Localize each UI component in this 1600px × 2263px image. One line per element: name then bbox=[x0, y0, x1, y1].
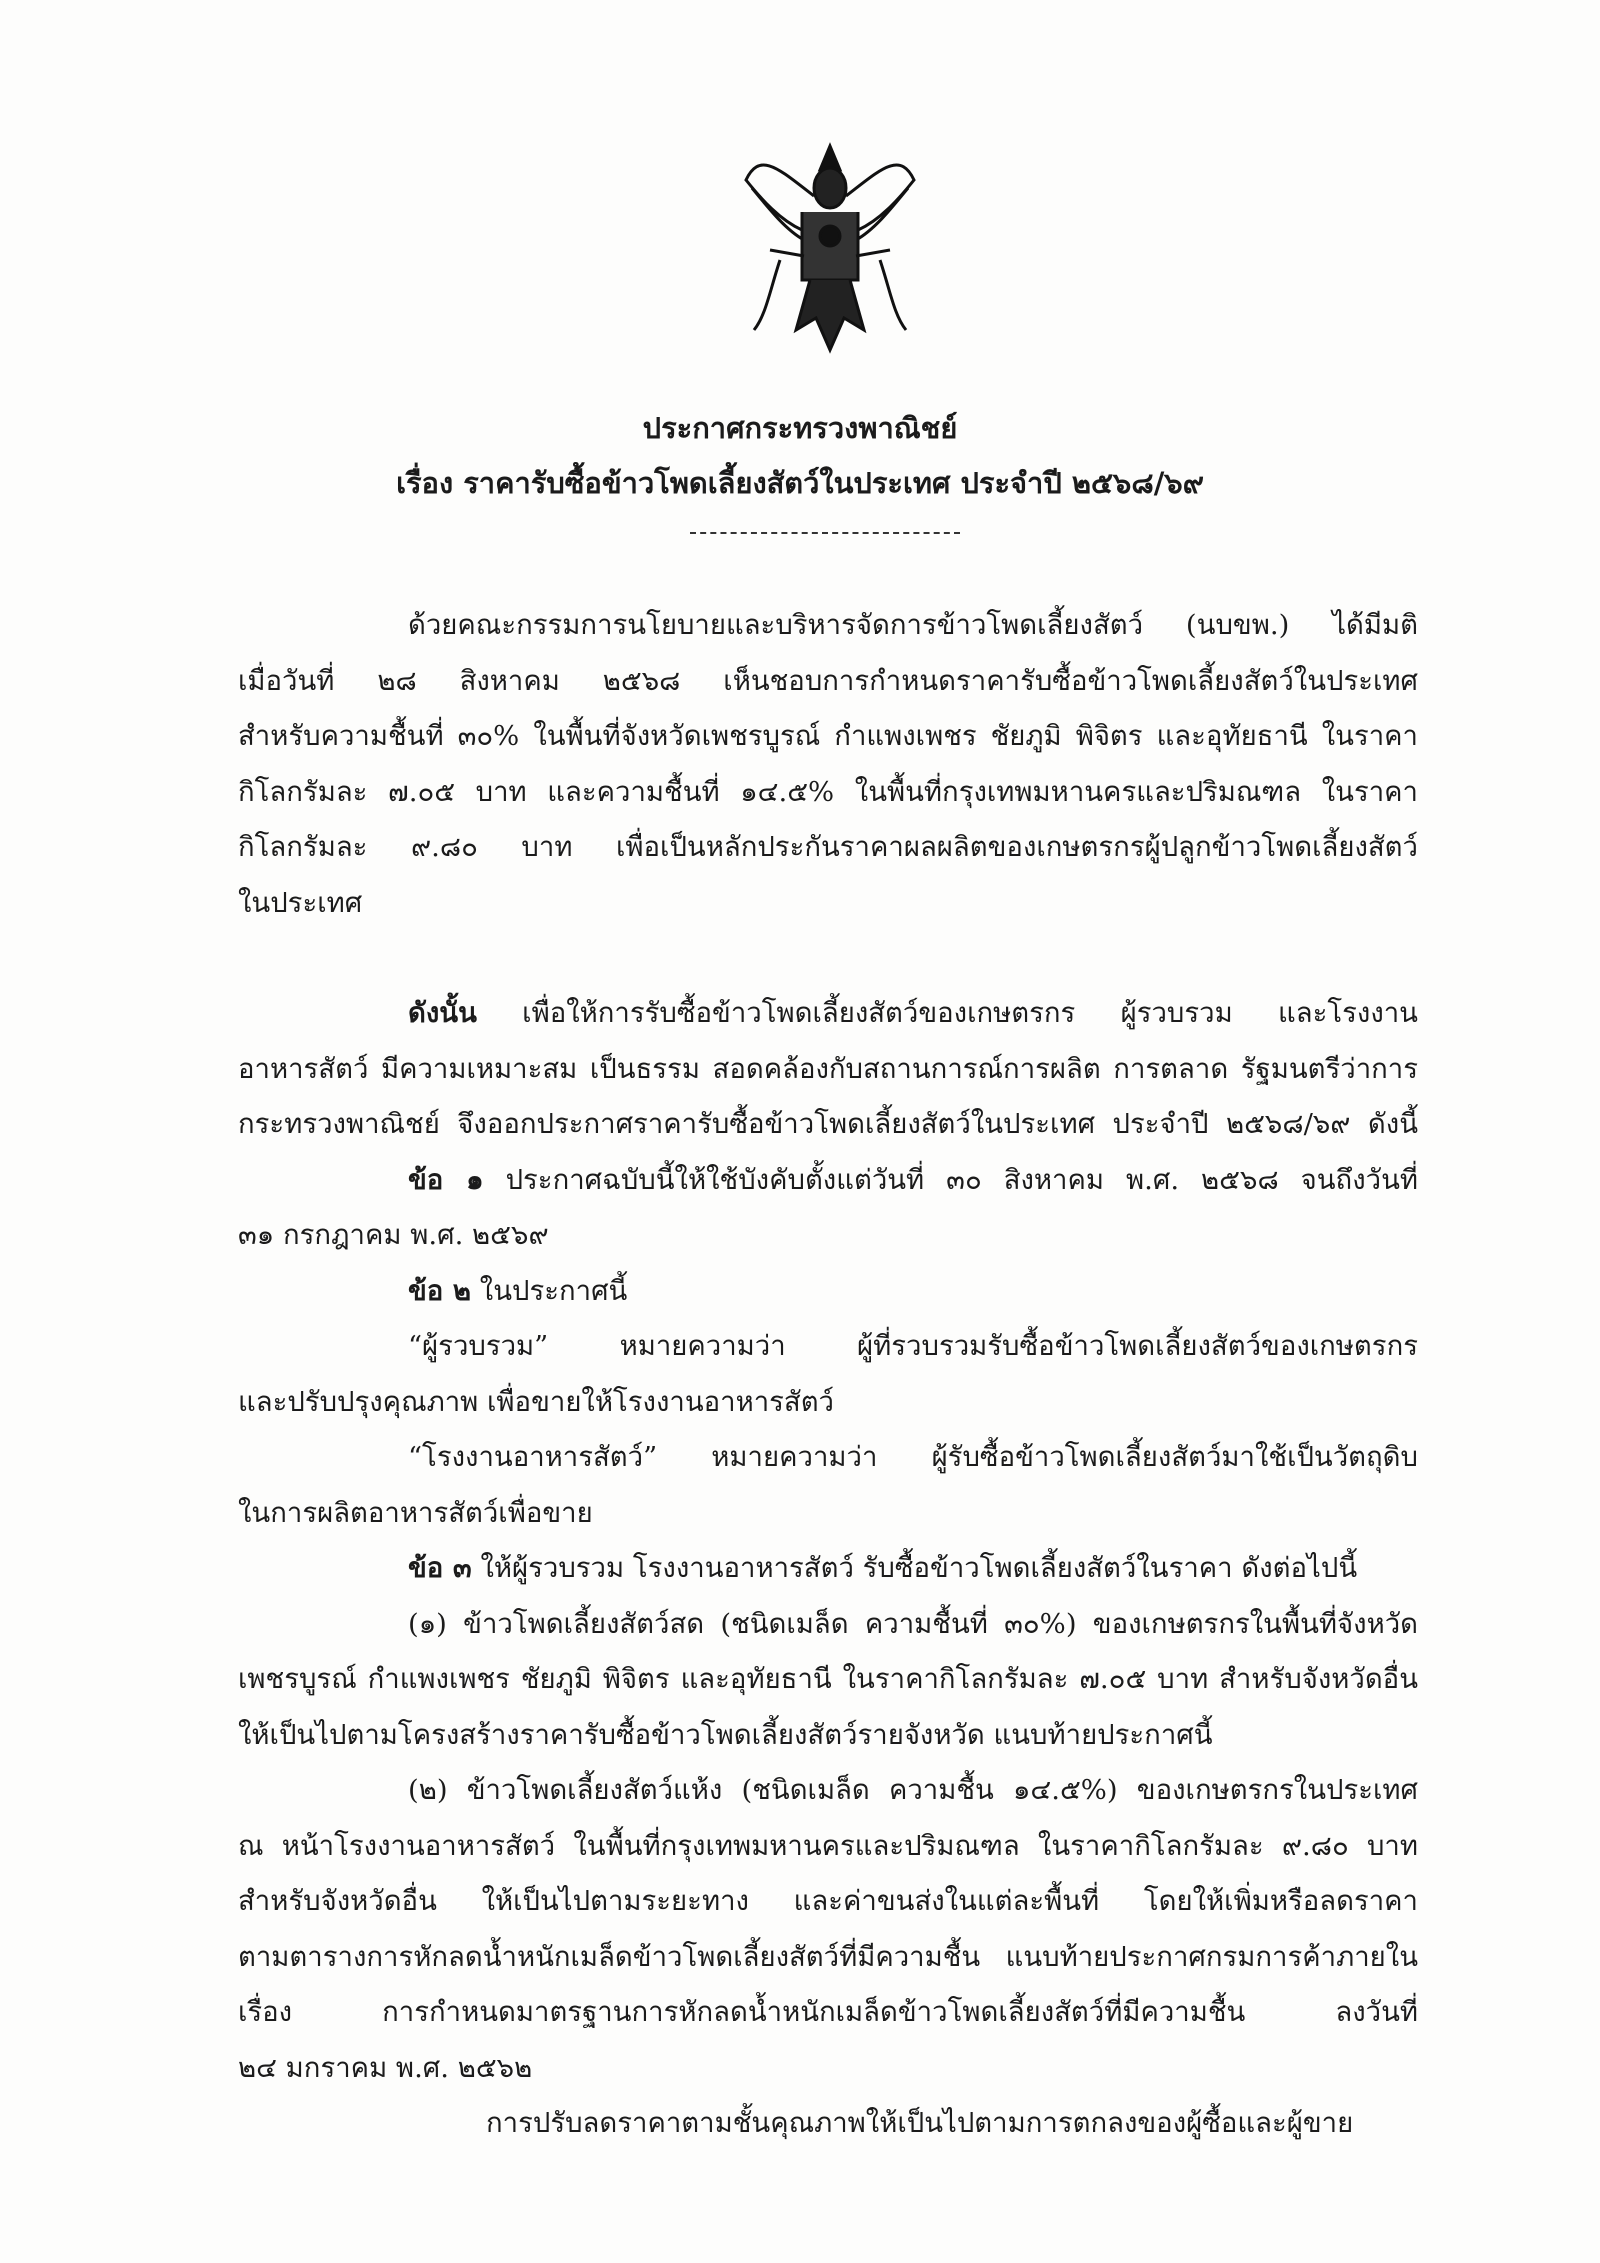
clause-3-item-1-line: เพชรบูรณ์ กำแพงเพชร ชัยภูมิ พิจิตร และอุทัยธานี ในราคากิโลกรัมละ ๗.๐๕ บาท สำหรับจังหวัดอื่น bbox=[238, 1663, 1418, 1695]
definition-feed-mill-cont: ในการผลิตอาหารสัตว์เพื่อขาย bbox=[238, 1496, 593, 1529]
clause-3-item-2-line: เรื่อง การกำหนดมาตรฐานการหักลดน้ำหนักเมล็ดข้าวโพดเลี้ยงสัตว์ที่มีความชื้น ลงวันที่ bbox=[238, 1996, 1418, 2028]
definition-collector: “ผู้รวบรวม” หมายความว่า ผู้ที่รวบรวมรับซื้อข้าวโพดเลี้ยงสัตว์ของเกษตรกร bbox=[408, 1330, 1418, 1362]
preamble-line: ด้วยคณะกรรมการนโยบายและบริหารจัดการข้าวโพดเลี้ยงสัตว์ (นบขพ.) ได้มีมติ bbox=[408, 609, 1418, 641]
therefore-lead: ดังนั้น bbox=[408, 997, 477, 1029]
clause-3-text: ให้ผู้รวบรวม โรงงานอาหารสัตว์ รับซื้อข้าวโพดเลี้ยงสัตว์ในราคา ดังต่อไปนี้ bbox=[471, 1552, 1358, 1584]
preamble-line: เมื่อวันที่ ๒๘ สิงหาคม ๒๕๖๘ เห็นชอบการกำหนดราคารับซื้อข้าวโพดเลี้ยงสัตว์ในประเทศ bbox=[238, 664, 1418, 697]
preamble-line: ในประเทศ bbox=[238, 886, 363, 919]
preamble-line: กิโลกรัมละ ๗.๐๕ บาท และความชื้นที่ ๑๔.๕% ในพื้นที่กรุงเทพมหานครและปริมณฑล ในราคา bbox=[238, 775, 1418, 808]
preamble-line: กิโลกรัมละ ๙.๘๐ บาท เพื่อเป็นหลักประกันราคาผลผลิตของเกษตรกรผู้ปลูกข้าวโพดเลี้ยงสัตว์ bbox=[238, 831, 1418, 863]
garuda-emblem bbox=[740, 140, 920, 355]
clause-2 bbox=[238, 1264, 1418, 1320]
clause-1 bbox=[238, 1153, 1418, 1209]
definition-collector-cont: และปรับปรุงคุณภาพ เพื่อขายให้โรงงานอาหารสัตว์ bbox=[238, 1385, 835, 1418]
therefore-line: อาหารสัตว์ มีความเหมาะสม เป็นธรรม สอดคล้องกับสถานการณ์การผลิต การตลาด รัฐมนตรีว่าการ bbox=[238, 1052, 1418, 1085]
clause-3-item-1-line: ให้เป็นไปตามโครงสร้างราคารับซื้อข้าวโพดเลี้ยงสัตว์รายจังหวัด แนบท้ายประกาศนี้ bbox=[238, 1718, 1213, 1751]
preamble-line: สำหรับความชื้นที่ ๓๐% ในพื้นที่จังหวัดเพชรบูรณ์ กำแพงเพชร ชัยภูมิ พิจิตร และอุทัยธานี ในราคา bbox=[238, 720, 1418, 752]
announcement-subject: เรื่อง ราคารับซื้อข้าวโพดเลี้ยงสัตว์ในประเทศ ประจำปี ๒๕๖๘/๖๙ bbox=[396, 466, 1204, 500]
clause-2-text: ในประกาศนี้ bbox=[471, 1274, 628, 1307]
quality-adjustment-note: การปรับลดราคาตามชั้นคุณภาพให้เป็นไปตามการตกลงของผู้ซื้อและผู้ขาย bbox=[486, 2107, 1354, 2139]
announcement-body bbox=[238, 598, 1418, 2152]
definition-feed-mill: “โรงงานอาหารสัตว์” หมายความว่า ผู้รับซื้อข้าวโพดเลี้ยงสัตว์มาใช้เป็นวัตถุดิบ bbox=[408, 1441, 1418, 1473]
clause-3-item-1: (๑) ข้าวโพดเลี้ยงสัตว์สด (ชนิดเมล็ด ความชื้นที่ ๓๐%) ของเกษตรกรในพื้นที่จังหวัด bbox=[408, 1607, 1418, 1640]
clause-1-text: ประกาศฉบับนี้ให้ใช้บังคับตั้งแต่วันที่ ๓๐ สิงหาคม พ.ศ. ๒๕๖๘ จนถึงวันที่ bbox=[483, 1163, 1418, 1196]
clause-1-line: ๓๑ กรกฎาคม พ.ศ. ๒๕๖๙ bbox=[238, 1219, 549, 1251]
therefore-line bbox=[238, 986, 1418, 1042]
clause-2-label: ข้อ ๒ bbox=[408, 1274, 472, 1307]
clause-3-item-2: (๒) ข้าวโพดเลี้ยงสัตว์แห้ง (ชนิดเมล็ด ความชื้น ๑๔.๕%) ของเกษตรกรในประเทศ bbox=[408, 1774, 1418, 1806]
announcement-title: ประกาศกระทรวงพาณิชย์ bbox=[642, 411, 958, 445]
clause-3-label: ข้อ ๓ bbox=[408, 1552, 472, 1584]
dashed-divider bbox=[690, 532, 960, 534]
clause-3-item-2-line: ณ หน้าโรงงานอาหารสัตว์ ในพื้นที่กรุงเทพมหานครและปริมณฑล ในราคากิโลกรัมละ ๙.๘๐ บาท bbox=[238, 1829, 1418, 1862]
therefore-line: กระทรวงพาณิชย์ จึงออกประกาศราคารับซื้อข้าวโพดเลี้ยงสัตว์ในประเทศ ประจำปี ๒๕๖๘/๖๙ ดังนี้ bbox=[238, 1108, 1418, 1140]
clause-3-item-2-line: ๒๔ มกราคม พ.ศ. ๒๕๖๒ bbox=[238, 2051, 533, 2084]
therefore-text: เพื่อให้การรับซื้อข้าวโพดเลี้ยงสัตว์ของเกษตรกร ผู้รวบรวม และโรงงาน bbox=[476, 997, 1418, 1029]
clause-3-item-2-line: ตามตารางการหักลดน้ำหนักเมล็ดข้าวโพดเลี้ยงสัตว์ที่มีความชื้น แนบท้ายประกาศกรมการค้าภายใน bbox=[238, 1940, 1418, 1973]
clause-3-item-2-line: สำหรับจังหวัดอื่น ให้เป็นไปตามระยะทาง และค่าขนส่งในแต่ละพื้นที่ โดยให้เพิ่มหรือลดราคา bbox=[238, 1885, 1418, 1917]
clause-1-label: ข้อ ๑ bbox=[408, 1163, 484, 1196]
clause-3 bbox=[238, 1541, 1418, 1597]
